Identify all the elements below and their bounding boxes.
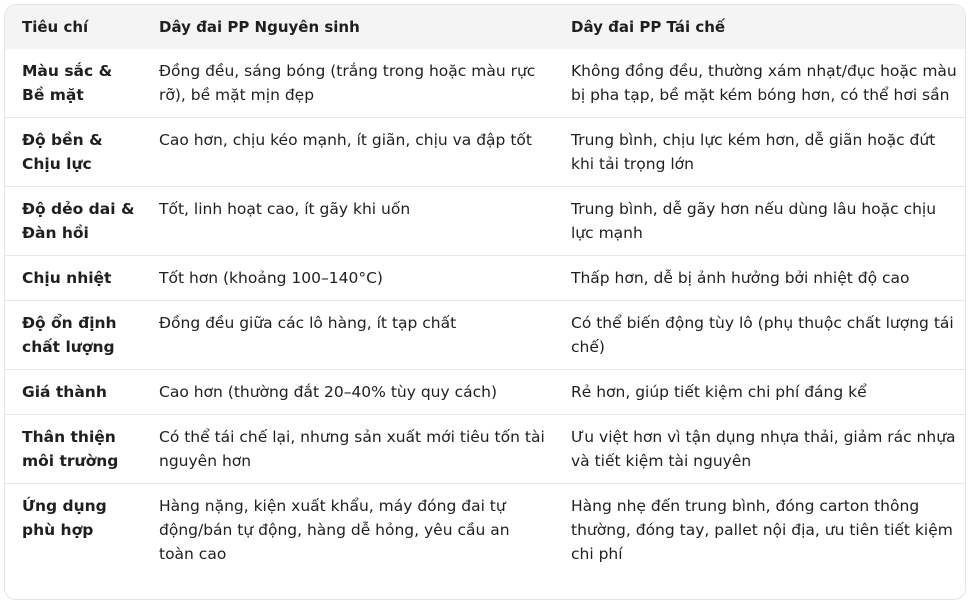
table-header-row [5,5,965,49]
table-row [5,370,965,415]
table-row [5,49,965,118]
criterion-cell: Độ bền & Chịu lực [5,118,142,187]
recycled-cell: Trung bình, chịu lực kém hơn, dễ giãn hoặc đứt khi tải trọng lớn [554,118,965,187]
header-criterion: Tiêu chí [5,5,142,49]
recycled-cell: Trung bình, dễ gãy hơn nếu dùng lâu hoặc chịu lực mạnh [554,187,965,256]
virgin-cell: Đồng đều giữa các lô hàng, ít tạp chất [142,301,554,370]
virgin-cell: Cao hơn (thường đắt 20–40% tùy quy cách) [142,370,554,415]
table-row [5,118,965,187]
recycled-cell: Không đồng đều, thường xám nhạt/đục hoặc màu bị pha tạp, bề mặt kém bóng hơn, có thể hơi sần [571,62,957,104]
criterion-cell: Thân thiện môi trường [5,415,142,484]
table-row [5,187,965,256]
comparison-table [5,5,965,576]
table-row [5,301,965,370]
criterion-cell: Độ dẻo dai & Đàn hồi [5,187,142,256]
comparison-table-container [4,4,966,600]
criterion-cell: Giá thành [5,370,142,415]
virgin-cell: Hàng nặng, kiện xuất khẩu, máy đóng đai tự động/bán tự động, hàng dễ hỏng, yêu cầu an toàn cao [142,484,554,577]
header-virgin-pp: Dây đai PP Nguyên sinh [142,5,554,49]
recycled-cell: Có thể biến động tùy lô (phụ thuộc chất lượng tái chế) [554,301,965,370]
criterion-cell: Độ ổn định chất lượng [5,301,142,370]
recycled-cell: Hàng nhẹ đến trung bình, đóng carton thông thường, đóng tay, pallet nội địa, ưu tiên tiết kiệm chi phí [554,484,965,577]
recycled-cell: Ưu việt hơn vì tận dụng nhựa thải, giảm rác nhựa và tiết kiệm tài nguyên [554,415,965,484]
header-recycled-pp: Dây đai PP Tái chế [554,5,965,49]
virgin-cell: Có thể tái chế lại, nhưng sản xuất mới tiêu tốn tài nguyên hơn [142,415,554,484]
virgin-cell: Tốt hơn (khoảng 100–140°C) [142,256,554,301]
table-row [5,256,965,301]
criterion-cell: Màu sắc & Bề mặt [22,62,113,104]
table-row [5,415,965,484]
recycled-cell: Rẻ hơn, giúp tiết kiệm chi phí đáng kể [554,370,965,415]
virgin-cell: Tốt, linh hoạt cao, ít gãy khi uốn [142,187,554,256]
criterion-cell: Ứng dụng phù hợp [5,484,142,577]
virgin-cell: Cao hơn, chịu kéo mạnh, ít giãn, chịu va đập tốt [142,118,554,187]
virgin-cell: Đồng đều, sáng bóng (trắng trong hoặc màu rực rỡ), bề mặt mịn đẹp [159,62,536,104]
recycled-cell: Thấp hơn, dễ bị ảnh hưởng bởi nhiệt độ cao [554,256,965,301]
criterion-cell: Chịu nhiệt [5,256,142,301]
table-row [5,484,965,577]
